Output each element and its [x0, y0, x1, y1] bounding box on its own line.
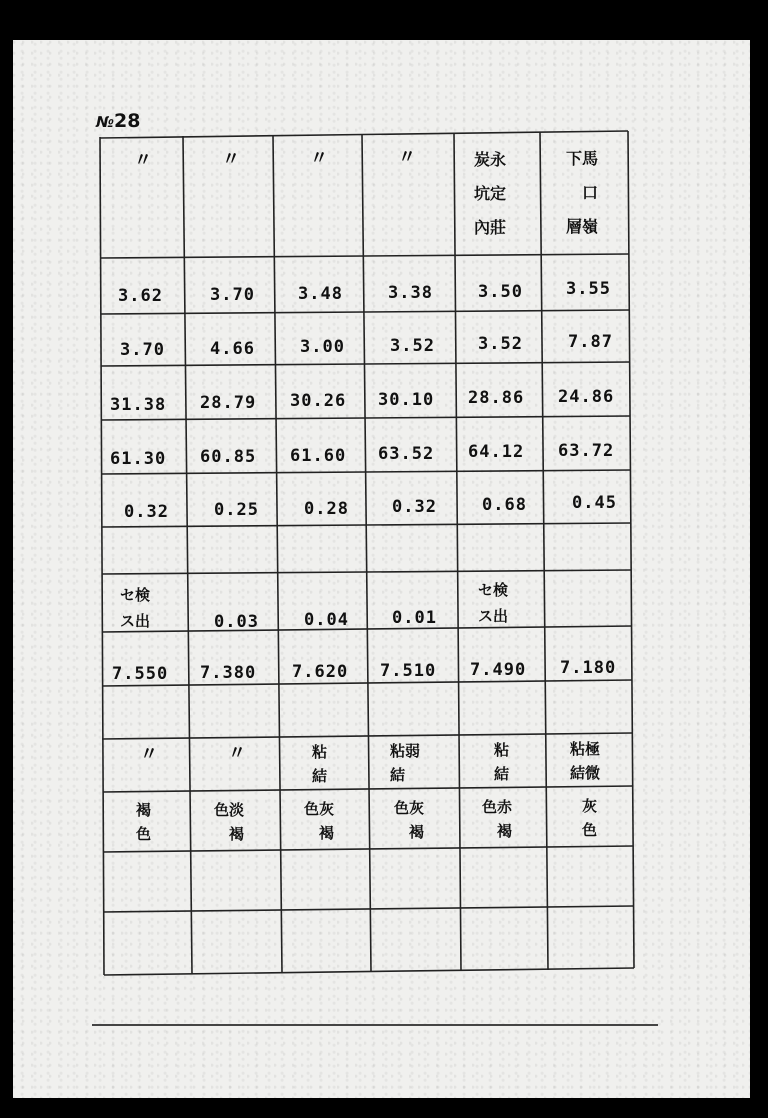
- row-separator: [102, 733, 632, 739]
- row-separator: [103, 906, 633, 912]
- table-cell: 0.45: [572, 493, 617, 513]
- header-cell: 下馬 口 層嶺: [566, 149, 599, 236]
- table-cell: 31.38: [110, 395, 167, 415]
- table-cell: 色淡 褐: [214, 801, 245, 843]
- table-cell: 63.72: [558, 441, 615, 461]
- bottom-rule: [92, 1024, 658, 1026]
- table-cell: 粘 結: [494, 741, 510, 783]
- table-cell: 0.32: [392, 497, 437, 517]
- ditto-mark: 〃: [222, 149, 240, 170]
- ditto-mark: 〃: [134, 150, 152, 171]
- table-cell: セ検 ス出: [478, 581, 509, 625]
- table-top-border: [100, 131, 628, 138]
- table-cell: 灰 色: [582, 797, 598, 839]
- table-cell: 色灰 褐: [304, 800, 335, 842]
- table-cell: 30.10: [378, 390, 435, 410]
- row-separator: [101, 362, 630, 366]
- table-cell: 褐 色: [136, 801, 152, 843]
- table-cell: 3.00: [300, 337, 345, 357]
- table-cell: 3.70: [210, 285, 255, 305]
- table-cell: 7.490: [470, 660, 527, 680]
- table-left-border: [100, 137, 104, 975]
- page-number-value: 28: [114, 110, 141, 132]
- table-right-border: [628, 131, 634, 968]
- table-cell: 3.38: [388, 283, 433, 303]
- row-separator: [101, 254, 629, 258]
- table-cell: 7.380: [200, 663, 257, 683]
- table-cell: 粘 結: [312, 743, 328, 785]
- ditto-mark: 〃: [310, 148, 328, 169]
- table-cell: 28.86: [468, 388, 525, 408]
- column-separator: [273, 135, 282, 973]
- row-separator: [103, 786, 633, 792]
- ditto-mark: 〃: [228, 743, 246, 764]
- table-cell: 3.55: [566, 279, 611, 299]
- table-bottom-border: [104, 968, 634, 975]
- table-cell: 7.180: [560, 658, 617, 678]
- row-separator: [102, 680, 632, 686]
- table-cell: 粘弱 結: [390, 742, 421, 784]
- table-cell: 61.60: [290, 446, 347, 466]
- table-cell: 7.510: [380, 661, 437, 681]
- table-cell: 64.12: [468, 442, 525, 462]
- table-cell: 色赤 褐: [482, 798, 513, 840]
- row-separator: [103, 846, 633, 852]
- table-cell: 7.550: [112, 664, 169, 684]
- table-cell: 0.68: [482, 495, 527, 515]
- table-cell: 0.32: [124, 502, 169, 522]
- table-cell: 3.48: [298, 284, 343, 304]
- table-cell: 3.52: [478, 334, 523, 354]
- table-cell: 0.28: [304, 499, 349, 519]
- table-cell: 0.01: [392, 608, 437, 628]
- table-cell: 63.52: [378, 444, 435, 464]
- table-cell: 28.79: [200, 393, 257, 413]
- table-cell: 0.03: [214, 612, 259, 632]
- table-cell: 0.04: [304, 610, 349, 630]
- table-cell: 7.620: [292, 662, 349, 682]
- table-cell: 0.25: [214, 500, 259, 520]
- table-cell: 60.85: [200, 447, 257, 467]
- table-cell: 61.30: [110, 449, 167, 469]
- table-cell: セ検 ス出: [120, 586, 151, 630]
- table-cell: 3.62: [118, 286, 163, 306]
- table-cell: 3.70: [120, 340, 165, 360]
- table-cell: 粘極 結微: [570, 740, 601, 782]
- number-symbol: №: [96, 113, 115, 131]
- column-separator: [183, 136, 192, 974]
- table-cell: 3.52: [390, 336, 435, 356]
- table-cell: 4.66: [210, 339, 255, 359]
- column-separator: [362, 134, 371, 972]
- header-cell: 炭永 坑定 內莊: [474, 150, 507, 237]
- ditto-mark: 〃: [398, 147, 416, 168]
- table-cell: 24.86: [558, 387, 615, 407]
- column-separator: [454, 133, 461, 971]
- table-cell: 3.50: [478, 282, 523, 302]
- column-separator: [540, 132, 548, 970]
- table-cell: 30.26: [290, 391, 347, 411]
- ditto-mark: 〃: [140, 744, 158, 765]
- table-cell: 7.87: [568, 332, 613, 352]
- row-separator: [101, 310, 630, 314]
- table-cell: 色灰 褐: [394, 799, 425, 841]
